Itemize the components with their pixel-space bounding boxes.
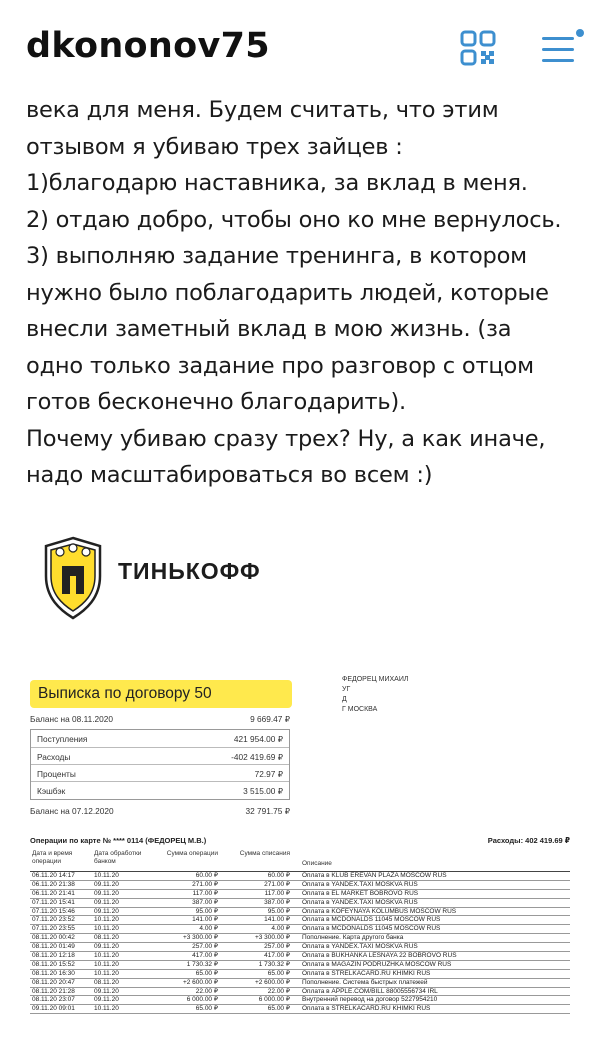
article-line: отзывом я убиваю трех зайцев : <box>26 133 403 160</box>
table-row <box>30 970 570 979</box>
statement-title: Выписка по договору 50 <box>30 680 292 708</box>
table-row <box>30 988 570 997</box>
table-cell: 117.00 ₽ <box>264 889 290 897</box>
table-cell: 257.00 ₽ <box>192 943 218 951</box>
operations-total: Расходы: 402 419.69 ₽ <box>487 836 570 845</box>
column-header: Сумма операции <box>166 850 218 857</box>
table-cell: Оплата в MAGAZIN PODRUZHKA MOSCOW RUS <box>302 960 452 968</box>
table-cell: Оплата в STRELKACARD.RU KHIMKI RUS <box>302 1005 431 1013</box>
summary-label: Проценты <box>37 768 76 779</box>
client-info <box>342 675 408 715</box>
table-row <box>30 979 570 988</box>
table-cell: Оплата в KLUB EREVAN PLAZA MOSCOW RUS <box>302 872 447 879</box>
table-row <box>30 916 570 925</box>
article-line: нужно было поблагодарить людей, которые <box>26 279 549 306</box>
balance-breakdown <box>30 729 290 800</box>
table-row <box>30 943 570 952</box>
table-cell: 141.00 ₽ <box>192 916 218 924</box>
table-cell: 09.11.20 <box>94 889 119 897</box>
table-cell: 387.00 ₽ <box>192 898 218 906</box>
table-row <box>30 996 570 1005</box>
table-cell: 10.11.20 <box>94 952 119 960</box>
opening-balance-row <box>30 710 290 727</box>
article-body <box>26 92 586 494</box>
table-cell: 417.00 ₽ <box>192 952 218 960</box>
table-cell: Внутренний перевод на договор 5227954210 <box>302 996 438 1004</box>
table-cell: +3 300.00 ₽ <box>254 934 290 942</box>
table-cell: 10.11.20 <box>94 925 119 933</box>
summary-row <box>31 748 289 765</box>
table-cell: 4.00 ₽ <box>271 925 290 933</box>
table-cell: 09.11.20 <box>94 987 119 995</box>
column-header: Дата и время операции <box>32 850 73 865</box>
table-cell: 6 000.00 ₽ <box>186 996 218 1004</box>
table-cell: 09.11.20 <box>94 898 119 906</box>
table-cell: 06.11.20 21:38 <box>32 880 75 888</box>
table-cell: 10.11.20 <box>94 1005 119 1013</box>
article-line: Почему убиваю сразу трех? Ну, а как иначе, <box>26 425 546 452</box>
summary-label: Расходы <box>37 751 71 762</box>
table-cell: Пополнение. Карта другого банка <box>302 934 404 942</box>
table-row <box>30 934 570 943</box>
summary-label: Кэшбэк <box>37 786 66 797</box>
article-line: 3) выполняю задание тренинга, в котором <box>26 243 527 269</box>
article-line: 2) отдаю добро, чтобы оно ко мне вернулось. <box>26 206 562 233</box>
qr-code-icon[interactable] <box>460 30 496 66</box>
table-cell: Пополнение. Система быстрых платежей <box>302 978 428 986</box>
summary-value: 72.97 ₽ <box>254 768 283 779</box>
table-cell: 257.00 ₽ <box>264 943 290 951</box>
opening-balance-label: Баланс на 08.11.2020 <box>30 714 113 724</box>
table-cell: 08.11.20 <box>94 978 119 986</box>
table-cell: 08.11.20 01:49 <box>32 943 75 951</box>
top-header <box>0 0 600 92</box>
table-cell: +3 300.00 ₽ <box>182 934 218 942</box>
table-cell: Оплата в KOFEYNAYA KOLUMBUS MOSCOW RUS <box>302 907 457 915</box>
table-cell: 6 000.00 ₽ <box>258 996 290 1004</box>
site-title[interactable]: dkononov75 <box>26 26 270 66</box>
summary-row <box>31 765 289 782</box>
table-cell: 387.00 ₽ <box>264 898 290 906</box>
table-cell: 65.00 ₽ <box>267 1005 290 1013</box>
table-cell: 07.11.20 15:41 <box>32 898 75 906</box>
table-cell: 09.11.20 <box>94 880 119 888</box>
client-info-line: Г МОСКВА <box>342 706 378 713</box>
table-cell: 10.11.20 <box>94 872 119 879</box>
table-cell: 22.00 ₽ <box>267 987 290 995</box>
table-cell: Оплата в STRELKACARD.RU KHIMKI RUS <box>302 969 431 977</box>
hamburger-menu-icon[interactable] <box>540 28 586 68</box>
table-cell: 60.00 ₽ <box>195 872 218 879</box>
table-row <box>30 881 570 890</box>
table-cell: 08.11.20 23:07 <box>32 996 75 1004</box>
table-cell: 08.11.20 16:30 <box>32 969 75 977</box>
table-cell: 95.00 ₽ <box>195 907 218 915</box>
table-cell: 09.11.20 <box>94 907 119 915</box>
bank-statement-image <box>26 520 574 1040</box>
table-cell: 08.11.20 20:47 <box>32 978 75 986</box>
tinkoff-logo-icon <box>40 536 106 620</box>
table-cell: 417.00 ₽ <box>264 952 290 960</box>
client-info-line: Д <box>342 696 347 703</box>
table-cell: 60.00 ₽ <box>267 872 290 879</box>
table-row <box>30 872 570 881</box>
table-cell: 09.11.20 09:01 <box>32 1005 75 1013</box>
column-header: Сумма списания <box>239 850 290 857</box>
table-cell: 95.00 ₽ <box>267 907 290 915</box>
summary-label: Поступления <box>37 734 88 745</box>
table-cell: 08.11.20 00:42 <box>32 934 75 942</box>
table-cell: 07.11.20 23:52 <box>32 916 75 924</box>
table-cell: 271.00 ₽ <box>264 880 290 888</box>
balance-summary <box>30 710 290 820</box>
table-cell: 10.11.20 <box>94 916 119 924</box>
closing-balance-value: 32 791.75 ₽ <box>245 806 290 817</box>
summary-value: 3 515.00 ₽ <box>243 786 283 797</box>
table-cell: 22.00 ₽ <box>195 987 218 995</box>
table-cell: 08.11.20 12:18 <box>32 952 75 960</box>
table-cell: 06.11.20 21:41 <box>32 889 75 897</box>
table-row <box>30 925 570 934</box>
table-cell: 141.00 ₽ <box>264 916 290 924</box>
table-cell: 08.11.20 21:28 <box>32 987 75 995</box>
table-row <box>30 961 570 970</box>
client-info-line: ФЕДОРЕЦ МИХАИЛ <box>342 676 409 683</box>
table-cell: 10.11.20 <box>94 969 119 977</box>
table-cell: 271.00 ₽ <box>192 880 218 888</box>
summary-row <box>31 730 289 747</box>
table-cell: 08.11.20 <box>94 934 119 942</box>
summary-row <box>31 782 289 799</box>
table-cell: 07.11.20 15:46 <box>32 907 75 915</box>
table-cell: 65.00 ₽ <box>195 1005 218 1013</box>
table-cell: 06.11.20 14:17 <box>32 872 75 879</box>
table-row <box>30 1005 570 1014</box>
table-cell: 09.11.20 <box>94 943 119 951</box>
table-cell: Оплата в MCDONALDS 11045 MOSCOW RUS <box>302 925 441 933</box>
table-cell: Оплата в EL MARKET BOBROVO RUS <box>302 889 419 897</box>
table-cell: 4.00 ₽ <box>199 925 218 933</box>
table-cell: 07.11.20 23:55 <box>32 925 75 933</box>
table-cell: Оплата в YANDEX.TAXI MOSKVA RUS <box>302 943 418 951</box>
closing-balance-row <box>30 802 290 819</box>
closing-balance-label: Баланс на 07.12.2020 <box>30 806 114 817</box>
article-line: одно только задание про разговор с отцом <box>26 352 534 379</box>
client-info-line: УГ <box>342 686 351 693</box>
table-cell: 1 730.32 ₽ <box>258 960 290 968</box>
table-cell: 08.11.20 15:52 <box>32 960 75 968</box>
table-cell: 65.00 ₽ <box>195 969 218 977</box>
table-row <box>30 908 570 917</box>
article-line: века для меня. Будем считать, что этим <box>26 97 499 123</box>
article-line: надо масштабироваться во всем :) <box>26 462 433 488</box>
table-row <box>30 890 570 899</box>
table-cell: 65.00 ₽ <box>267 969 290 977</box>
opening-balance-value: 9 669.47 ₽ <box>250 714 290 724</box>
brand-name: ТИНЬКОФФ <box>118 558 261 584</box>
table-cell: Оплата в MCDONALDS 11045 MOSCOW RUS <box>302 916 441 924</box>
table-cell: 1 730.32 ₽ <box>186 960 218 968</box>
table-row <box>30 899 570 908</box>
transactions-table <box>30 850 570 1014</box>
column-header: Дата обработки банком <box>94 850 142 865</box>
article-line: 1)благодарю наставника, за вклад в меня. <box>26 170 528 196</box>
table-cell: +2 600.00 ₽ <box>254 978 290 986</box>
summary-value: 421 954.00 ₽ <box>233 734 283 745</box>
table-cell: Оплата в YANDEX.TAXI MOSKVA RUS <box>302 898 418 906</box>
article-line: внесли заметный вклад в мою жизнь. (за <box>26 316 512 342</box>
table-cell: 09.11.20 <box>94 996 119 1004</box>
table-header <box>30 850 570 872</box>
table-cell: 10.11.20 <box>94 960 119 968</box>
notification-dot-icon <box>576 29 584 37</box>
column-header: Описание <box>302 860 332 867</box>
summary-value: -402 419.69 ₽ <box>231 751 283 762</box>
table-cell: Оплата в APPLE.COM/BILL 88005556734 IRL <box>302 987 438 995</box>
table-cell: 117.00 ₽ <box>192 889 218 897</box>
table-cell: Оплата в YANDEX.TAXI MOSKVA RUS <box>302 880 418 888</box>
table-cell: Оплата в BUKHANKA LESNAYA 22 BOBROVO RUS <box>302 952 457 960</box>
table-cell: +2 600.00 ₽ <box>182 978 218 986</box>
operations-title: Операции по карте № **** 0114 (ФЕДОРЕЦ М.В.) <box>30 836 207 845</box>
table-row <box>30 952 570 961</box>
article-line: готов бесконечно благодарить). <box>26 389 406 415</box>
